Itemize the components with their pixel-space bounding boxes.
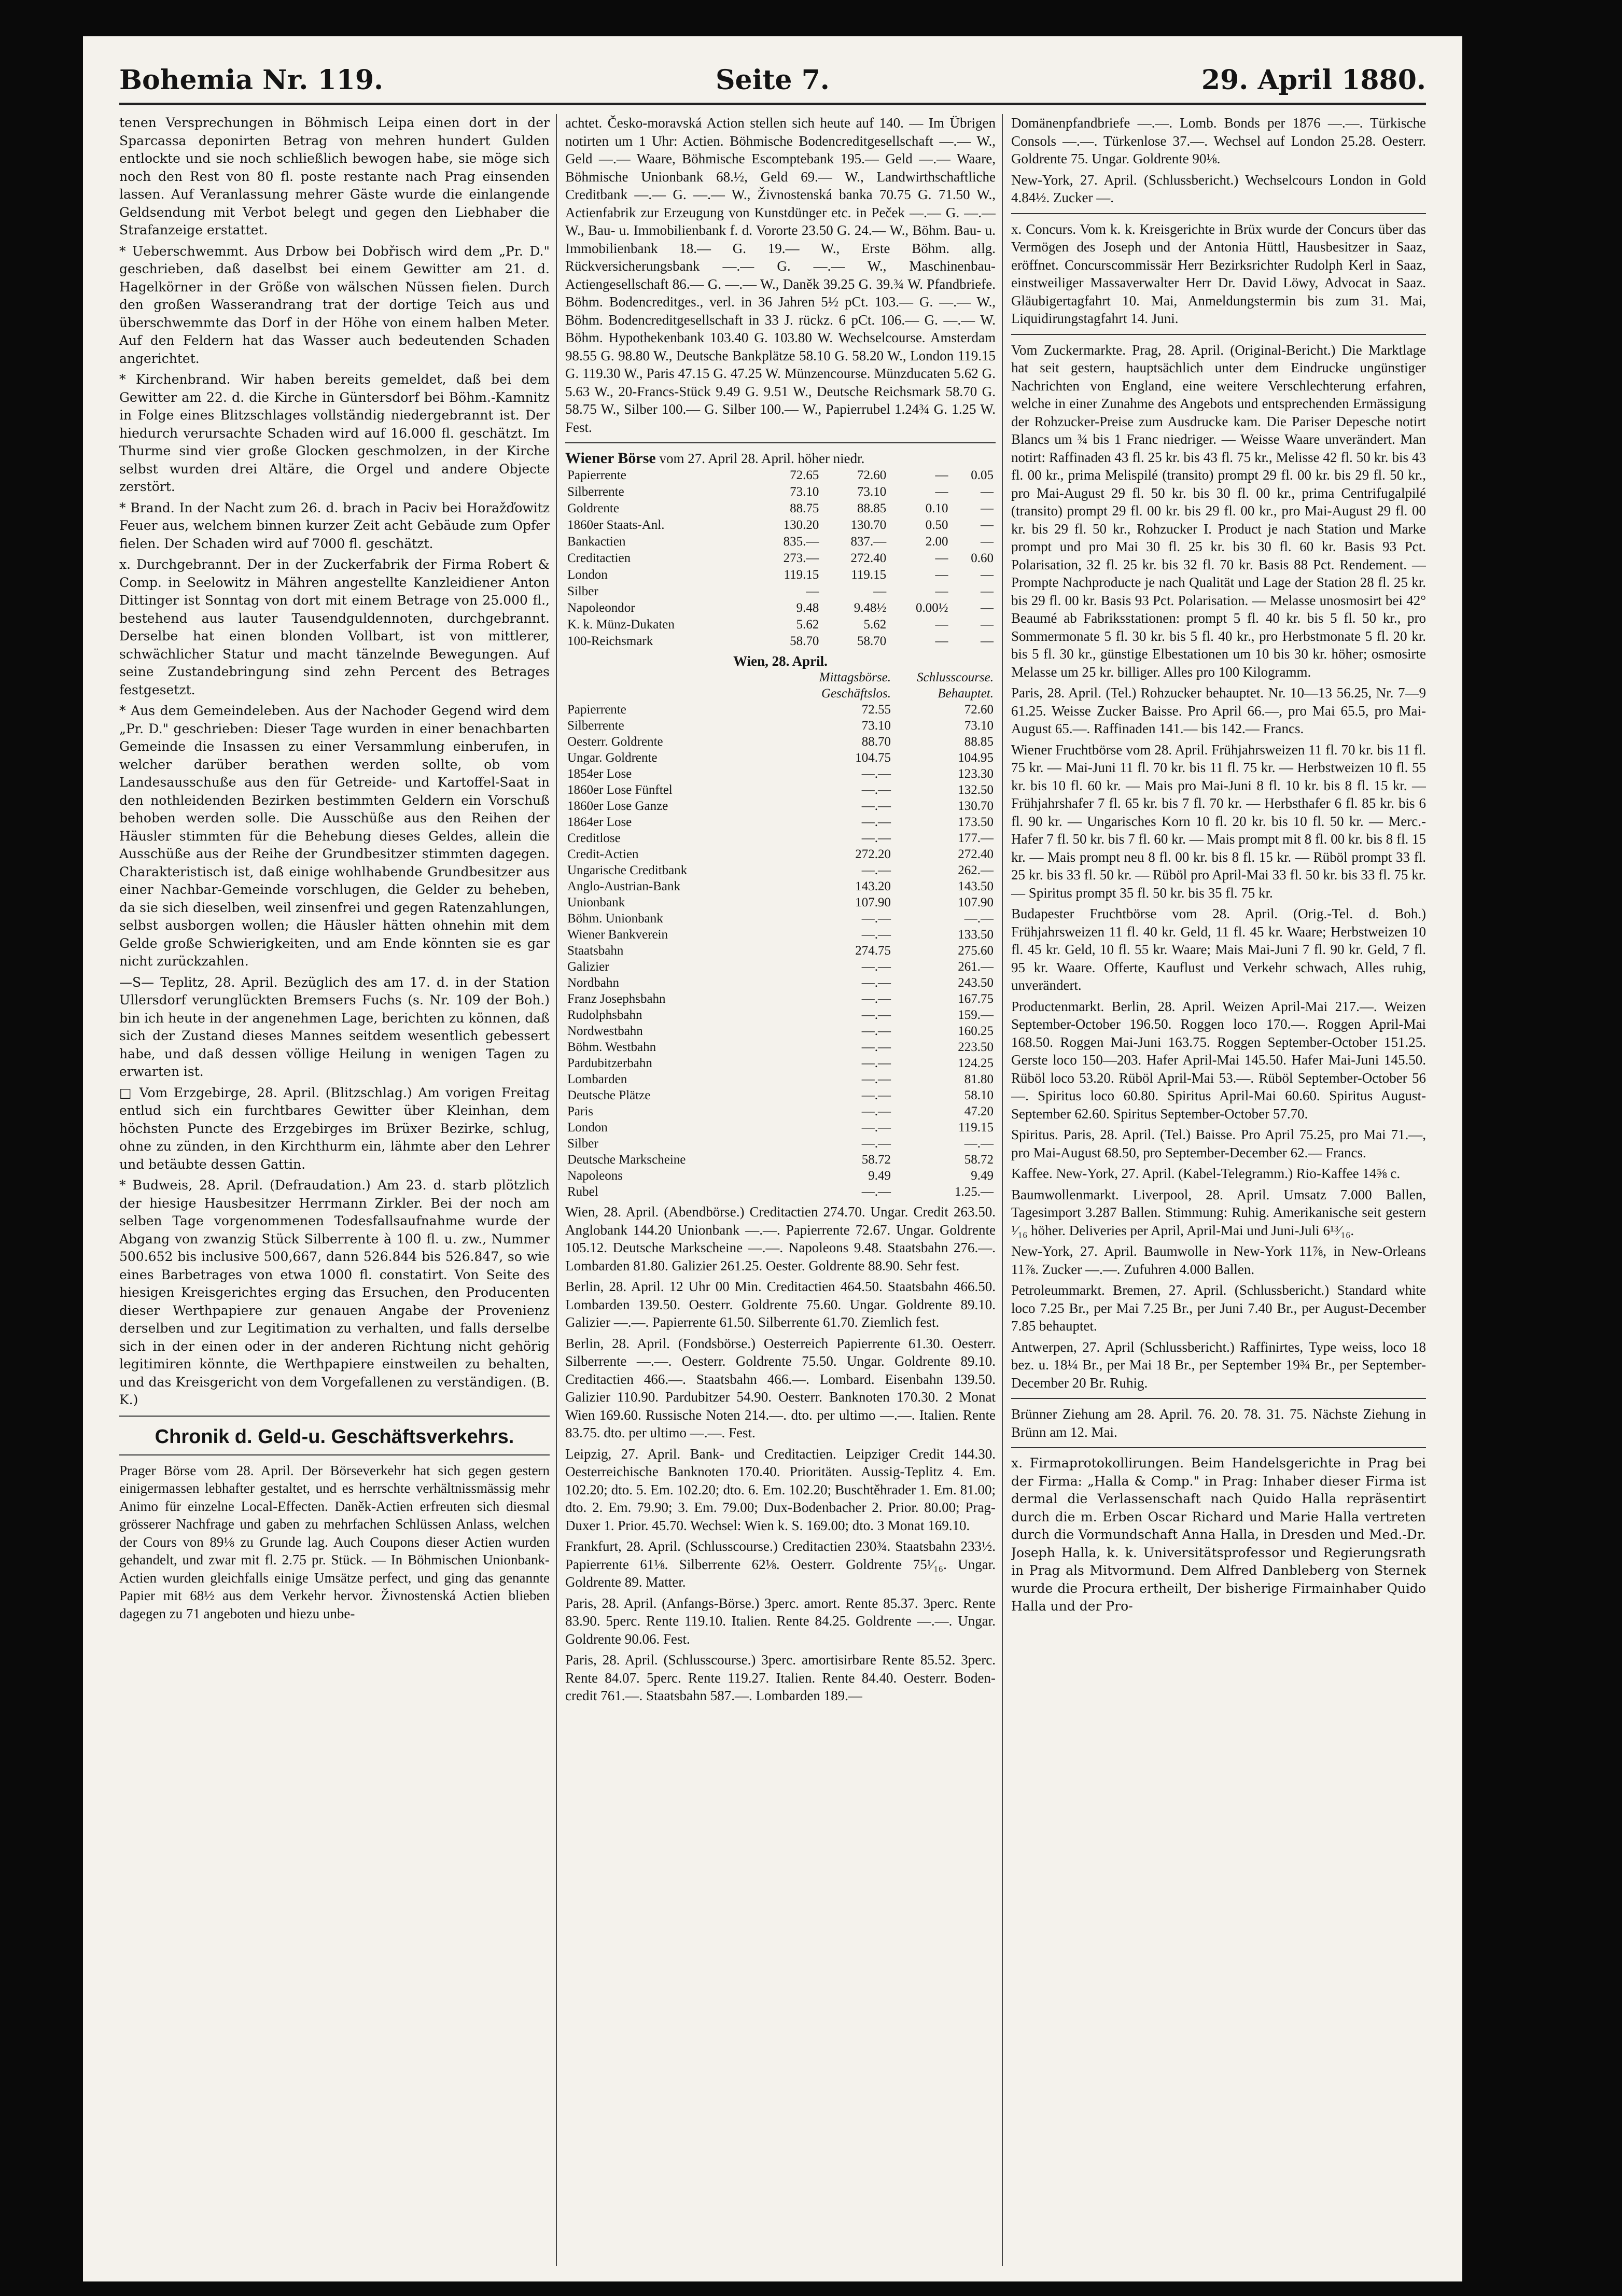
quote-value: —: [873, 584, 887, 598]
quote-row: [565, 814, 996, 830]
quote-value: —.—: [861, 912, 891, 926]
quote-value: 119.15: [958, 1121, 994, 1135]
quote-name: Oesterr. Goldrente: [567, 735, 663, 749]
quote-name: Anglo-Austrian-Bank: [567, 879, 681, 893]
quote-name: Napoleons: [567, 1169, 623, 1183]
quote-value: —.—: [861, 1137, 891, 1151]
quote-row: [565, 911, 996, 927]
quote-value: —: [935, 634, 948, 648]
quote-name: Nordwestbahn: [567, 1024, 643, 1038]
quote-name: Creditactien: [567, 551, 631, 565]
quote-row: [565, 1039, 996, 1055]
quote-row: [565, 1055, 996, 1071]
quote-row: [565, 878, 996, 894]
quote-name: Silberrente: [567, 485, 624, 499]
quote-name: Ungarische Creditbank: [567, 863, 688, 877]
quote-value: —.—: [861, 960, 891, 974]
quote-row: [565, 583, 996, 600]
quote-value: —: [981, 518, 994, 532]
quote-name: Silberrente: [567, 719, 624, 733]
quote-value: —.—: [861, 1072, 891, 1086]
article-productenmarkt: Productenmarkt. Berlin, 28. April. Weizen April-Mai 217.—. Weizen September-October 196.50. Roggen loco 170.—. Roggen April-Mai 168.50. Roggen Mai-Juni 163.75. Roggen September-October 151.25. Gerste loco 150—203. Hafer April-Mai 145.50. Hafer Mai-Juni 145.50. Rüböl loco 53.20. Rüböl April-Mai 53.—. Rüböl September-October 56 —. Spiritus loco 60.80. Spiritus April-Mai 60.60. Spiritus August-September 62.60. Spiritus September-October 57.70.: [1011, 998, 1426, 1122]
quote-value: 143.50: [958, 879, 994, 893]
article-spiritus: Spiritus. Paris, 28. April. (Tel.) Baisse. Pro April 75.25, pro Mai 71.—, pro Mai-August 68.50, pro September-December 62.— Francs.: [1011, 1127, 1426, 1160]
column-divider: [1002, 114, 1003, 2266]
quote-row: [565, 1119, 996, 1136]
quote-row: [565, 1087, 996, 1103]
quote-value: 88.75: [790, 501, 819, 515]
quote-row: [565, 467, 996, 484]
quote-value: —: [935, 618, 948, 632]
quote-value: —: [935, 584, 948, 598]
quote-value: 124.25: [958, 1056, 994, 1070]
quote-value: 58.72: [861, 1153, 891, 1167]
quote-name: Böhm. Unionbank: [567, 912, 663, 926]
quote-name: Ungar. Goldrente: [567, 751, 658, 765]
quote-value: 119.15: [784, 568, 819, 582]
quote-name: Galizier: [567, 960, 609, 974]
quote-value: 88.70: [861, 735, 891, 749]
quote-value: 272.40: [958, 847, 994, 861]
quote-value: 275.60: [958, 944, 994, 958]
quote-row: [565, 633, 996, 650]
quote-value: 0.50: [925, 518, 948, 532]
quote-value: 72.55: [861, 703, 891, 717]
quote-name: Bankactien: [567, 535, 626, 549]
article-concurs: x. Concurs. Vom k. k. Kreisgerichte in Brüx wurde der Concurs über das Vermögen des Joseph und der Antonia Hüttl, Hausbesitzer in Saaz, eröffnet. Concurscommissär Herr Bezirksrichter Rudolph Kerl in Saaz, einstweiliger Massaverwalter Herr Dr. David Löwy, Advocat in Saaz. Gläubigertagfahrt 10. Mai, Anmeldungstermin bis zum 31. Mai, Liquidirungstagfahrt 14. Juni.: [1011, 221, 1426, 326]
quote-value: 2.00: [925, 535, 948, 549]
quote-value: 81.80: [964, 1072, 994, 1086]
quote-name: 1864er Lose: [567, 815, 632, 829]
article-firmaprotokoll: x. Firmaprotokollirungen. Beim Handelsgerichte in Prag bei der Firma: „Halla & Comp." in Prag: Inhaber dieser Firma ist dermal die Verlassenschaft nach Quido Halla repräsentirt durch die m. Erben Oscar Richard und Marie Halla vertreten durch die Vormundschaft Anna Halla, in Dresden und Med.-Dr. Joseph Halla, k. k. Universitätsprofessor und Regierungsrath in Prag als Mitvormund. Dem Alfred Danbleberg von Sternek wurde die Procura ertheilt, Der bisherige Firmainhaber Quido Halla und der Pro-: [1011, 1455, 1426, 1614]
quote-name: 100-Reichsmark: [567, 634, 653, 648]
quote-value: —: [935, 485, 948, 499]
quote-value: —: [981, 568, 994, 582]
quote-row: [565, 517, 996, 534]
quote-row: [565, 567, 996, 583]
quote-row: [565, 1007, 996, 1023]
quote-name: Silber: [567, 584, 598, 598]
article-new-york-wechsel: New-York, 27. April. (Schlussbericht.) Wechselcours London in Gold 4.84½. Zucker —.: [1011, 172, 1426, 205]
quote-row: [565, 798, 996, 814]
quote-value: —.—: [861, 1185, 891, 1199]
quote-row: [565, 550, 996, 567]
section-rule: [119, 1416, 550, 1417]
quote-name: K. k. Münz-Dukaten: [567, 618, 675, 632]
article-bruenner-ziehung: Brünner Ziehung am 28. April. 76. 20. 78. 31. 75. Nächste Ziehung in Brünn am 12. Mai.: [1011, 1406, 1426, 1440]
quote-row: [565, 600, 996, 617]
quote-value: —.—: [861, 815, 891, 829]
quote-name: Papierrente: [567, 468, 626, 482]
quote-value: 167.75: [958, 992, 994, 1006]
quote-value: 58.10: [964, 1088, 994, 1102]
article-budapest-fruchtboerse: Budapester Fruchtbörse vom 28. April. (Orig.-Tel. d. Boh.) Frühjahrsweizen 11 fl. 40 kr. Geld, 11 fl. 45 kr. Waare; Herbstweizen 10 fl. 45 kr. Geld, 10 fl. 55 kr. Waare; Mais Mai-Juni 7 fl. 90 kr. Geld, 7 fl. 95 kr. Waare. Offerte, Kauflust und Verkehr schwach, Alles ruhig, unverändert.: [1011, 906, 1426, 993]
section-rule: [565, 442, 996, 443]
column-header-schluss: Schlusscourse. Behauptet.: [917, 670, 994, 701]
quote-row: [565, 484, 996, 500]
article-brand: * Brand. In der Nacht zum 26. d. brach in Paciv bei Horažďowitz Feuer aus, welchem binnen kurzer Zeit acht Gebäude zum Opfer fielen. Der Schaden wird auf 7000 fl. geschätzt.: [119, 500, 550, 551]
quote-value: 72.60: [964, 703, 994, 717]
quote-value: 177.—: [958, 831, 994, 845]
quote-value: —: [806, 584, 819, 598]
quote-value: 47.20: [964, 1104, 994, 1118]
quote-value: 72.60: [857, 468, 887, 482]
quote-row: [565, 702, 996, 718]
quote-value: —: [935, 568, 948, 582]
quote-value: 119.15: [851, 568, 887, 582]
article-kaffee: Kaffee. New-York, 27. April. (Kabel-Telegramm.) Rio-Kaffee 14⅝ c.: [1011, 1166, 1401, 1181]
quote-value: —.—: [861, 976, 891, 990]
page-header: [119, 51, 1426, 105]
quote-value: 104.75: [855, 751, 891, 765]
quote-value: 132.50: [958, 783, 994, 797]
quote-value: 1.25.—: [955, 1185, 994, 1199]
masthead-issue: Bohemia Nr. 119.: [119, 64, 384, 96]
quote-row: [565, 1136, 996, 1152]
section-title-chronik: Chronik d. Geld-u. Geschäftsverkehrs.: [155, 1425, 514, 1448]
quote-value: —: [935, 468, 948, 482]
quote-name: 1860er Lose Fünftel: [567, 783, 673, 797]
quote-value: 0.05: [971, 468, 994, 482]
quote-row: [565, 975, 996, 991]
quote-row: [565, 1023, 996, 1039]
article-berlin-fonds: Berlin, 28. April. (Fondsbörse.) Oesterreich Papierrente 61.30. Oesterr. Silberrente —.—. Oesterr. Goldrente 75.50. Ungar. Goldrente 89.10. Creditactien 466.—. Staatsbahn 466.—. Lombard. Eisenbahn 139.50. Galizier 110.90. Pardubitzer 54.90. Oesterr. Banknoten 170.30. 2 Monat Wien 169.60. Russische Noten 214.—. dto. per ultimo —.—. Italien. Rente 83.75. dto. per ultimo —.—. Fest.: [565, 1335, 996, 1440]
quote-value: 107.90: [855, 895, 891, 909]
quote-name: Pardubitzerbahn: [567, 1056, 652, 1070]
quote-row: [565, 617, 996, 633]
quote-row: [565, 766, 996, 782]
quote-value: —.—: [861, 863, 891, 877]
quote-name: Wiener Bankverein: [567, 928, 668, 942]
section-rule: [1011, 334, 1426, 335]
quote-name: 1860er Staats-Anl.: [567, 518, 665, 532]
article-kirchenbrand: * Kirchenbrand. Wir haben bereits gemeldet, daß bei dem Gewitter am 22. d. die Kirche in Güntersdorf bei Böhm.-Kamnitz in Folge eines Blitzschlages vollständig niedergebrannt ist. Der hiedurch verursachte Schaden wird auf 16.000 fl. geschätzt. Im Thurme sind vier große Glocken geschmolzen, in der Kirche selbst wurden drei Altäre, die Orgel und andere Objecte zerstört.: [119, 372, 550, 494]
article-petroleum-bremen: Petroleummarkt. Bremen, 27. April. (Schlussbericht.) Standard white loco 7.25 Br., per Mai 7.25 Br., per Juni 7.40 Br., per August-December 7.85 behauptet.: [1011, 1282, 1426, 1334]
quote-value: —.—: [861, 1056, 891, 1070]
quote-row: [565, 1103, 996, 1119]
quote-name: Silber: [567, 1137, 598, 1151]
quote-name: Credit-Actien: [567, 847, 639, 861]
quote-name: Staatsbahn: [567, 944, 624, 958]
quote-value: 272.40: [850, 551, 887, 565]
quote-row: [565, 1071, 996, 1087]
column-header-mittag: Mittagsbörse. Geschäftslos.: [819, 670, 891, 701]
quote-name: Creditlose: [567, 831, 621, 845]
wien-28-table: [565, 669, 996, 1200]
quote-value: —: [981, 618, 994, 632]
quote-name: Lombarden: [567, 1072, 627, 1086]
wiener-boerse-title: Wiener Börse: [565, 450, 656, 467]
article-frankfurt: Frankfurt, 28. April. (Schlusscourse.) Creditactien 230¾. Staatsbahn 233½. Papierrente 61⅛. Silberrente 62⅛. Oesterr. Goldrente 75¹⁄₁₆. Ungar. Goldrente 89. Matter.: [565, 1538, 996, 1590]
quote-value: 272.20: [855, 847, 891, 861]
article-gemeindeleben: * Aus dem Gemeindeleben. Aus der Nachoder Gegend wird dem „Pr. D." geschrieben: Dieser Tage wurden in einer benachbarten Gemeinde die Insassen zu einer Versammlung einberufen, in welcher darüber berathen werden sollte, ob vom Landesausschuße aus den für Getreide- und Kartoffel-Saat in den nothleidenden Bezirken bestimmten Geldern ein Vorschuß behoben werden solle. Die Ausschüße aus den Reihen der Häusler stimmten für die Behebung dieses Geldes, allein die Ausschüße aus der Reihe der Grundbesitzer stimmten dagegen. Charakteristisch ist, daß einige wohlhabende Grundbesitzer aus einer Nachbar-Gemeinde vorschlugen, die Gelder zu beheben, da sie sich dieselben, weil zinsenfrei und gegen Ratenzahlungen, selbst ausborgen wollen; die Häusler hätten ohnehin mit dem Gelde große Schwierigkeiten, und am Ende könnten sie es gar nicht zurückzahlen.: [119, 703, 550, 969]
quote-name: 1854er Lose: [567, 767, 632, 781]
article-baumwolle-liverpool: Baumwollenmarkt. Liverpool, 28. April. Umsatz 7.000 Ballen, Tagesimport 3.287 Ballen. Stimmung: Ruhig. Amerikanische seit gestern ¹⁄₁₆ höher. Deliveries per April, April-Mai und Juni-Juli 6¹³⁄₁₆.: [1011, 1186, 1426, 1238]
column-middle: [565, 114, 996, 2266]
quote-name: Rudolphsbahn: [567, 1008, 642, 1022]
article-durchgebrannt: x. Durchgebrannt. Der in der Zuckerfabrik der Firma Robert & Comp. in Seelowitz in Mähren angestellte Kanzleidiener Anton Dittinger ist Sonntag von dort mit einem Betrage von 25.000 fl., bestehend aus lauter Tausendguldennoten, durchgebrannt. Derselbe hat einen blonden Vollbart, ist von mittlerer, schwächlicher Statur und macht tänzelnde Bewegungen. Auf seine Zustandebringung sind zehn Percent des Betrages festgesetzt.: [119, 557, 550, 697]
article-paris-cont: Domänenpfandbriefe —.—. Lomb. Bonds per 1876 —.—. Türkische Consols —.—. Türkenlose 37.—. Wechsel auf London 25.28. Oesterr. Goldrente 75. Ungar. Goldrente 90⅛.: [1011, 115, 1426, 166]
quote-name: 1860er Lose Ganze: [567, 799, 668, 813]
quote-value: 104.95: [958, 751, 994, 765]
article-local-quotes: achtet. Česko-moravská Action stellen sich heute auf 140. — Im Übrigen notirten um 1 Uhr: Actien. Böhmische Bodencreditgesellschaft —.— W., Geld —.— Waare, Böhmische Escomptebank 195.— Geld —.— Waare, Böhmische Unionbank 68.½, Geld 69.— W., Landwirthschaftliche Creditbank —.— G. —.— W., Živnostenská banka 70.75 G. 71.50 W., Actienfabrik zur Erzeugung von Kunstdünger etc. in Peček —.— G. —.— W., Bau- u. Immobilienbank f. d. Vororte 23.50 G. 24.— W., Böhm. Bau- u. Immobilienbank 18.— G. 19.— W., Erste Böhm. allg. Rückversicherungsbank —.— G. —.— W., Maschinenbau-Actiengesellschaft 86.— G. —.— W., Daněk 39.25 G. 39.¾ W. Pfandbriefe. Böhm. Bodencreditges., verl. in 36 Jahren 5½ pCt. 103.— G. —.— W., Böhm. Bodencreditgesellschaft in 33 J. rückz. 6 pCt. 106.— G. —.— W. Böhm. Hypothekenbank 103.40 G. 103.80 W. Wechselcourse. Amsterdam 98.55 G. 98.80 W., Deutsche Bankplätze 58.10 G. 58.20 W., London 119.15 G. 119.30 W., Paris 47.15 G. 47.25 W. Münzencourse. Münzducaten 5.62 G. 5.63 W., 20-Francs-Stück 9.49 G. 9.51 W., Deutsche Reichsmark 58.70 G. 58.75 W., Silber 100.— G. Silber 100.— W., Papierrubel 1.24¾ G. 1.25 W. Fest.: [565, 115, 996, 435]
quote-value: 0.00½: [915, 601, 948, 615]
column-right: [1011, 114, 1426, 2266]
column-left: [119, 114, 550, 2266]
quote-value: 88.85: [857, 501, 887, 515]
quote-value: 5.62: [796, 618, 819, 632]
quote-value: 123.30: [958, 767, 994, 781]
section-rule: [1011, 1398, 1426, 1399]
quote-value: —.—: [861, 783, 891, 797]
quote-value: 58.70: [857, 634, 887, 648]
quote-value: —: [981, 601, 994, 615]
quote-name: Nordbahn: [567, 976, 619, 990]
quote-value: 0.10: [925, 501, 948, 515]
quote-row: [565, 1152, 996, 1168]
quote-row: [565, 894, 996, 911]
quote-row: [565, 1168, 996, 1184]
quote-row: [565, 927, 996, 943]
quote-value: —: [981, 535, 994, 549]
quote-value: 143.20: [855, 879, 891, 893]
article-budweis: * Budweis, 28. April. (Defraudation.) Am 23. d. starb plötzlich der hiesige Hausbesitzer Herrmann Zirkler. Bei der noch am selben Tage vorgenommenen Todesfallsaufnahme wurde der Abgang von zwanzig Stück Silberrente à 100 fl. u. zw., Nummer 500.652 bis inclusive 500,667, dann 526.844 bis 526.847, so wie eines Barbetrages von etwa 1000 fl. constatirt. Von Seite des hiesigen Kreisgerichtes erging das Ersuchen, den Producenten dieser Werthpapiere zur genauen Angabe der Provenienz derselben und zur Legitimation zu verhalten, und falls derselbe sich in der einen oder in der anderen Richtung nicht gehörig legitimiren könnte, die Werthpapiere einstweilen zu behalten, und das Kreisgericht von dem Vorgefallenen zu verständigen. (B. K.): [119, 1178, 550, 1407]
quote-value: 58.72: [964, 1153, 994, 1167]
quote-value: —.—: [861, 928, 891, 942]
wiener-boerse-table: [565, 467, 996, 650]
article-leipzig: Leipzig, 27. April. Bank- und Creditactien. Leipziger Credit 144.30. Oesterreichische Banknoten 170.40. Prioritäten. Aussig-Teplitz 4. Em. 102.20; dto. 5. Em. 102.20; dto. 6. Em. 102.20; Buschtěhrader 1. Em. 81.00; dto. 2. Em. 79.90; 3. Em. 79.00; Dux-Bodenbacher 2. Prior. 80.00; Prag-Duxer 1. Prior. 45.70. Wechsel: Wien k. S. 169.00; dto. 3 Monat 169.10.: [565, 1446, 996, 1533]
quote-row: [565, 500, 996, 517]
quote-row: [565, 782, 996, 798]
quote-value: 58.70: [790, 634, 819, 648]
quote-name: Paris: [567, 1104, 593, 1118]
quote-row: [565, 943, 996, 959]
quote-value: —.—: [861, 831, 891, 845]
article-ueberschwemmt: * Ueberschwemmt. Aus Drbow bei Dobřisch wird dem „Pr. D." geschrieben, daß daselbst bei einem Gewitter am 21. d. Hagelkörner in der Größe von wälschen Nüssen fielen. Durch den großen Wasserandrang trat der dortige Teich aus und überschwemmte das Dorf in der Höhe von einem halben Meter. Auf den Feldern hat das Wasser auch bedeutenden Schaden angerichtet.: [119, 243, 550, 366]
quote-value: 9.49: [868, 1169, 891, 1183]
quote-value: —.—: [861, 767, 891, 781]
quote-value: 107.90: [958, 895, 994, 909]
wiener-boerse-dates: vom 27. April 28. April. höher niedr.: [659, 451, 865, 466]
section-rule: [119, 1454, 550, 1455]
wien-28-column-header: [565, 669, 996, 702]
quote-value: 130.70: [958, 799, 994, 813]
quote-value: 274.75: [855, 944, 891, 958]
quote-name: Böhm. Westbahn: [567, 1040, 656, 1054]
quote-value: 9.48½: [854, 601, 887, 615]
quote-name: Goldrente: [567, 501, 619, 515]
quote-value: —.—: [861, 1008, 891, 1022]
article-paris-schluss: Paris, 28. April. (Schlusscourse.) 3perc. amortisirbare Rente 85.52. 3perc. Rente 84.07. 5perc. Rente 119.27. Italien. Rente 84.40. Oesterr. Boden-credit 761.—. Staatsbahn 587.—. Lombarden 189.—: [565, 1652, 996, 1703]
quote-row: [565, 991, 996, 1007]
quote-value: —.—: [964, 912, 994, 926]
quote-row: [565, 830, 996, 846]
section-rule: [1011, 1447, 1426, 1448]
quote-value: 243.50: [958, 976, 994, 990]
quote-value: 73.10: [790, 485, 819, 499]
quote-name: Deutsche Markscheine: [567, 1153, 686, 1167]
quote-value: —.—: [861, 1088, 891, 1102]
article-teplitz: —S— Teplitz, 28. April. Bezüglich des am 17. d. in der Station Ullersdorf verunglückten Bremsers Fuchs (s. Nr. 109 der Boh.) bin ich heute in der angenehmen Lage, berichten zu können, daß sich der Zustand dieses Mannes seitdem wesentlich gebessert habe, und daß dessen völlige Heilung in wenigen Tagen zu erwarten ist.: [119, 974, 550, 1079]
quote-value: —.—: [861, 1040, 891, 1054]
quote-value: 835.—: [783, 535, 819, 549]
quote-value: —.—: [861, 799, 891, 813]
quote-value: 837.—: [850, 535, 887, 549]
quote-name: London: [567, 1121, 608, 1135]
quote-value: 88.85: [964, 735, 994, 749]
quote-row: [565, 959, 996, 975]
quote-value: —.—: [861, 1121, 891, 1135]
quote-value: 5.62: [863, 618, 887, 632]
quote-value: —.—: [861, 1024, 891, 1038]
quote-value: 273.—: [783, 551, 819, 565]
quote-name: Rubel: [567, 1185, 598, 1199]
quote-value: 262.—: [958, 863, 994, 877]
quote-value: —.—: [964, 1137, 994, 1151]
quote-value: 130.20: [783, 518, 819, 532]
quote-value: 73.10: [964, 719, 994, 733]
quote-row: [565, 1184, 996, 1200]
quote-value: —.—: [861, 992, 891, 1006]
quote-row: [565, 734, 996, 750]
quote-value: 9.49: [971, 1169, 994, 1183]
quote-value: 261.—: [958, 960, 994, 974]
column-divider: [556, 114, 557, 2266]
article-baumwolle-newyork: New-York, 27. April. Baumwolle in New-York 11⅞, in New-Orleans 11⅞. Zucker —.—. Zufuhren 4.000 Ballen.: [1011, 1243, 1426, 1277]
article-paris-zucker: Paris, 28. April. (Tel.) Rohzucker behauptet. Nr. 10—13 56.25, Nr. 7—9 61.25. Weisse Zucker Baisse. Pro April 66.—, pro Mai 65.5, pro Mai-August 65.—. Raffinaden 141.— bis 142.— Francs.: [1011, 685, 1426, 736]
quote-value: 0.60: [971, 551, 994, 565]
quote-row: [565, 718, 996, 734]
article-wien-abendboerse: Wien, 28. April. (Abendbörse.) Creditactien 274.70. Ungar. Credit 263.50. Anglobank 144.20 Unionbank —.—. Papierrente 72.67. Ungar. Goldrente 105.12. Deutsche Markscheine —.—. Napoleons 9.48. Staatsbahn 276.—. Lombarden 81.80. Galizier 261.25. Oester. Goldrente 88.90. Sehr fest.: [565, 1204, 996, 1273]
quote-name: Deutsche Plätze: [567, 1088, 651, 1102]
article-paris-anfang: Paris, 28. April. (Anfangs-Börse.) 3perc. amort. Rente 85.37. 3perc. Rente 83.90. 5perc. Rente 119.10. Italien. Rente 84.25. Goldrente —.—. Ungar. Goldrente 90.06. Fest.: [565, 1595, 996, 1647]
quote-value: —: [935, 551, 948, 565]
newspaper-page: [83, 36, 1462, 2281]
quote-value: 73.10: [861, 719, 891, 733]
article-berlin-12: Berlin, 28. April. 12 Uhr 00 Min. Creditactien 464.50. Staatsbahn 466.50. Lombarden 139.50. Oesterr. Goldrente 75.60. Ungar. Goldrente 89.10. Galizier —.—. Papierrente 61.50. Silberrente 61.70. Ziemlich fest.: [565, 1279, 996, 1330]
article-paragraph: tenen Versprechungen in Böhmisch Leipa einen dort in der Sparcassa deponirten Betrag von mehren hundert Gulden entlockte und sie noch schließlich bewogen habe, sie möge sich noch den Rest von 80 fl. poste restante nach Prag einsenden lassen. Auf Veranlassung mehrer Gäste wurde die einlangende Geldsendung mit Verbot belegt und gegen den Liebhaber die Strafanzeige erstattet.: [119, 115, 550, 237]
quote-row: [565, 862, 996, 878]
quote-value: 223.50: [958, 1040, 994, 1054]
article-zuckermarkt: Vom Zuckermarkte. Prag, 28. April. (Original-Bericht.) Die Marktlage hat seit gestern, hauptsächlich unter dem Eindrucke ungünstiger Nachrichten von England, eine weitere Verschlechterung erfahren, welche in einer Zunahme des Angebots und entsprechenden Ermässigung der Rohzucker-Preise zum Ausdrucke kam. Die Pariser Depesche notirt Blancs um ¾ bis 1 Franc niedriger. — Weisse Waare unverändert. Man notirt: Raffinaden 43 fl. 25 kr. bis 43 fl. 75 kr., Melisse 42 fl. 50 kr. bis 43 fl. 00 kr., prima Melispilé (transito) prompt 29 fl. 00 kr. bis 29 fl. 50 kr., pro Mai-August 29 fl. 50 kr. bis 30 fl. 00 kr., prima Centrifugalpilé (transito) prompt 29 fl. 00 kr. bis 29 fl. 00 kr., pro Mai-August 29 fl. 00 kr. bis 29 fl. 50 kr., Rohzucker I. Product je nach Station und Marke prompt und pro Mai 30 fl. 25 kr. bis 30 fl. 60 kr. Basis 93 Pct. Polarisation, 32 fl. 25 kr. bis 32 fl. 70 kr. Basis 88 Pct. Rendement. — Prompte Nachproducte je nach Qualität und Lage der Station 28 fl. 25 kr. bis 29 fl. 00 kr. Basis 93 Pct. Polarisation. — Melasse unosmosirt bei 42° Beaumé ab Fabriksstationen: prompt 5 fl. 40 kr. bis 5 fl. 50 kr., pro Sommermonate 5 fl. 30 kr. bis 5 fl. 40 kr., pro Herbstmonate 5 fl. 20 kr. bis 5 fl. 30 kr., günstige Elbestationen um 10 bis 30 kr. höher; osmosirte Melasse um 25 kr. billiger. Alles pro 100 Kilogramm.: [1011, 342, 1426, 680]
quote-name: Franz Josephsbahn: [567, 992, 666, 1006]
quote-name: Napoleondor: [567, 601, 635, 615]
quote-name: Unionbank: [567, 895, 625, 909]
section-rule: [1011, 213, 1426, 214]
quote-value: 9.48: [796, 601, 819, 615]
quote-value: 160.25: [958, 1024, 994, 1038]
wien-28-title: Wien, 28. April.: [733, 653, 828, 669]
issue-date: 29. April 1880.: [1201, 64, 1426, 96]
article-petroleum-antwerpen: Antwerpen, 27. April (Schlussbericht.) Raffinirtes, Type weiss, loco 18 bez. u. 18¼ Br., per Mai 18 Br., per September 19¾ Br., per September-December 20 Br. Ruhig.: [1011, 1339, 1426, 1391]
quote-value: —: [981, 501, 994, 515]
quote-value: 173.50: [958, 815, 994, 829]
quote-row: [565, 846, 996, 862]
quote-row: [565, 534, 996, 550]
quote-value: 133.50: [958, 928, 994, 942]
quote-name: London: [567, 568, 608, 582]
quote-name: Papierrente: [567, 703, 626, 717]
quote-value: 72.65: [790, 468, 819, 482]
quote-value: —: [981, 584, 994, 598]
article-prager-boerse: Prager Börse vom 28. April. Der Börseverkehr hat sich gegen gestern einigermassen lebhafter gestaltet, und es herrschte verhältnissmässig mehr Animo für einzelne Local-Effecten. Daněk-Actien erfreuten sich diesmal grösserer Nachfrage und gaben zu mehrfachen Schlüssen Anlass, welchen der Cours von 89⅛ zu Grunde lag. Auch Coupons dieser Actien wurden gehandelt, und zwar mit fl. 2.75 pr. Stück. — In Böhmischen Unionbank-Actien wurden gleichfalls einige Umsätze perfect, und ging das genannte Papier mit 68½ aus dem Verkehr hervor. Živnostenská Actien blieben dagegen zu 71 angeboten und hiezu unbe-: [119, 1462, 550, 1621]
quote-value: —: [981, 634, 994, 648]
quote-value: 73.10: [857, 485, 887, 499]
quote-value: —.—: [861, 1104, 891, 1118]
article-erzgebirge: □ Vom Erzgebirge, 28. April. (Blitzschlag.) Am vorigen Freitag entlud sich ein furchtbares Gewitter über Kleinhan, dem höchsten Puncte des Erzgebirges im Brüxer Bezirke, schlug, ohne zu zünden, in den Kirchthurm ein, lähmte aber den Lehrer und betäubte dessen Gattin.: [119, 1085, 550, 1172]
wiener-boerse-heading: [565, 450, 996, 467]
quote-row: [565, 750, 996, 766]
quote-value: 159.—: [958, 1008, 994, 1022]
article-wiener-fruchtboerse: Wiener Fruchtbörse vom 28. April. Frühjahrsweizen 11 fl. 70 kr. bis 11 fl. 75 kr. — Mai-Juni 11 fl. 70 kr. bis 11 fl. 75 kr. — Herbstweizen 10 fl. 55 kr. bis 10 fl. 60 kr. — Mais pro Mai-Juni 8 fl. 10 kr. bis 8 fl. 15 kr. — Frühjahrshafer 7 fl. 65 kr. bis 7 fl. 70 kr. — Herbsthafer 6 fl. 85 kr. bis 6 fl. 90 kr. — Ungarisches Korn 10 fl. 20 kr. bis 10 fl. 50 kr. — Merc.-Hafer 7 fl. 50 kr. bis 7 fl. 60 kr. — Mais prompt mit 8 fl. 00 kr. bis 8 fl. 15 kr. — Mais prompt neu 8 fl. 00 kr. bis 8 fl. 15 kr. — Rüböl prompt 33 fl. 25 kr. bis 33 fl. 50 kr. — Rüböl pro April-Mai 33 fl. 50 kr. bis 33 fl. 75 kr. — Spiritus prompt 35 fl. 50 kr. bis 35 fl. 75 kr.: [1011, 741, 1426, 901]
page-number: Seite 7.: [716, 64, 830, 96]
quote-value: —: [981, 485, 994, 499]
quote-value: 130.70: [850, 518, 887, 532]
